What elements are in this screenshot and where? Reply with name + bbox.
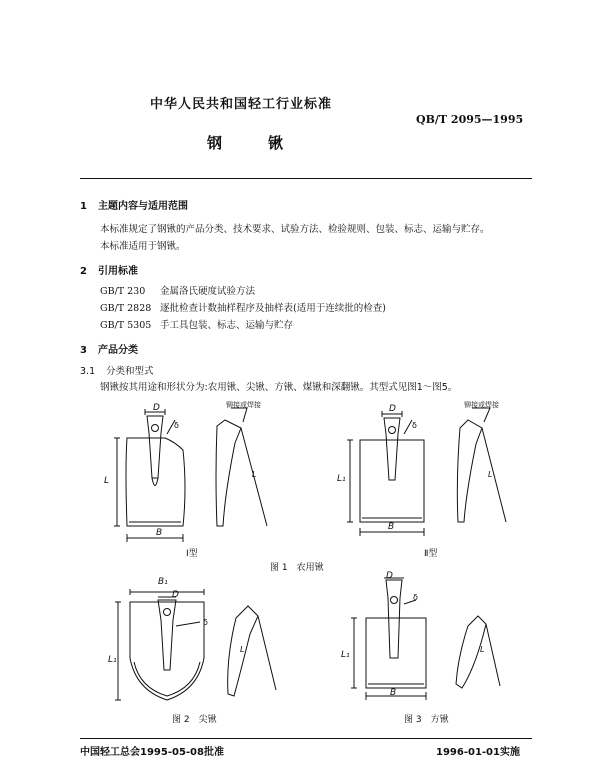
socket [386, 580, 402, 658]
fig3-drawing [340, 576, 540, 706]
dim-l: L [480, 645, 485, 654]
dim-l1: L₁ [341, 650, 350, 660]
section-1-para-2: 本标准适用于钢锹。 [100, 241, 186, 252]
reference-item [100, 300, 386, 314]
reference-item [100, 317, 293, 331]
dim-l: L [240, 645, 245, 654]
header-title: 中华人民共和国轻工行业标准 [150, 97, 333, 112]
dim-d: D [389, 404, 396, 414]
section-1-para-1: 本标准规定了钢锹的产品分类、技术要求、试验方法、检验规则、包装、标志、运输与贮存。 [100, 224, 490, 235]
section-title: 分类和型式 [106, 366, 154, 377]
section-2-heading [80, 262, 138, 277]
fig3-caption: 图 3 方锹 [404, 715, 449, 725]
section-3-1-heading [80, 363, 154, 377]
section-3-heading [80, 341, 138, 356]
dim-b: B [388, 522, 395, 532]
dim-b: B [156, 528, 163, 538]
fig1-type2-label: Ⅱ型 [424, 549, 438, 559]
document-title: 钢锹 [207, 134, 330, 152]
section-title: 引用标准 [98, 266, 138, 277]
dim-d: D [386, 571, 393, 581]
standard-number: QB/T 2095—1995 [416, 113, 524, 126]
fig1-caption: 图 1 农用锹 [270, 563, 324, 573]
section-number: 3.1 [80, 366, 96, 377]
reference-code: GB/T 230 [100, 286, 146, 297]
reference-code: GB/T 5305 [100, 320, 152, 331]
socket [384, 418, 400, 480]
dim-l: L [488, 470, 493, 479]
socket [147, 416, 163, 478]
dim-l1: L₁ [337, 474, 346, 484]
blade-outline [130, 602, 204, 700]
dim-delta: δ [413, 593, 418, 602]
fig2-drawing [108, 578, 318, 708]
side-view [216, 420, 241, 526]
dim-l: L [252, 470, 257, 479]
reference-name: 手工具包装、标志、运输与贮存 [160, 320, 294, 331]
dim-delta: δ [174, 421, 179, 430]
reference-code: GB/T 2828 [100, 303, 152, 314]
socket [158, 600, 176, 670]
label-weld: 铆接或焊接 [464, 401, 499, 409]
approval-text: 中国轻工总会1995-05-08批准 [80, 747, 224, 758]
dim-l1: L₁ [108, 655, 117, 665]
section-number: 2 [80, 266, 87, 277]
reference-name: 金属洛氏硬度试验方法 [160, 286, 256, 297]
header-rule [80, 178, 532, 179]
label-weld: 铆接或焊接 [226, 401, 261, 409]
reference-name: 逐批检查计数抽样程序及抽样表(适用于连续批的检查) [160, 303, 386, 314]
dim-d: D [153, 403, 160, 413]
section-number: 3 [80, 345, 87, 356]
section-title: 产品分类 [98, 345, 138, 356]
section-1-heading [80, 197, 188, 212]
fig1-type1-drawing [105, 398, 315, 553]
section-title: 主题内容与适用范围 [98, 201, 188, 212]
dim-l: L [104, 476, 110, 486]
section-3-1-para: 钢锹按其用途和形状分为:农用锹、尖锹、方锹、煤锹和深翻锹。其型式见图1～图5。 [100, 382, 458, 393]
dim-b1: B₁ [158, 577, 168, 587]
fig2-caption: 图 2 尖锹 [172, 715, 217, 725]
dim-delta: δ [203, 618, 208, 627]
dim-b: B [390, 688, 397, 698]
section-number: 1 [80, 201, 87, 212]
dim-delta: δ [412, 421, 417, 430]
fig1-type2-drawing [340, 398, 540, 548]
dim-d: D [172, 590, 179, 600]
side-view [457, 420, 482, 522]
effective-text: 1996-01-01实施 [436, 747, 520, 758]
blade-outline [360, 440, 424, 522]
blade-outline [126, 438, 185, 526]
footer-rule [80, 738, 532, 739]
reference-item [100, 283, 255, 297]
blade-outline [366, 618, 426, 688]
fig1-type1-label: Ⅰ型 [186, 549, 198, 559]
